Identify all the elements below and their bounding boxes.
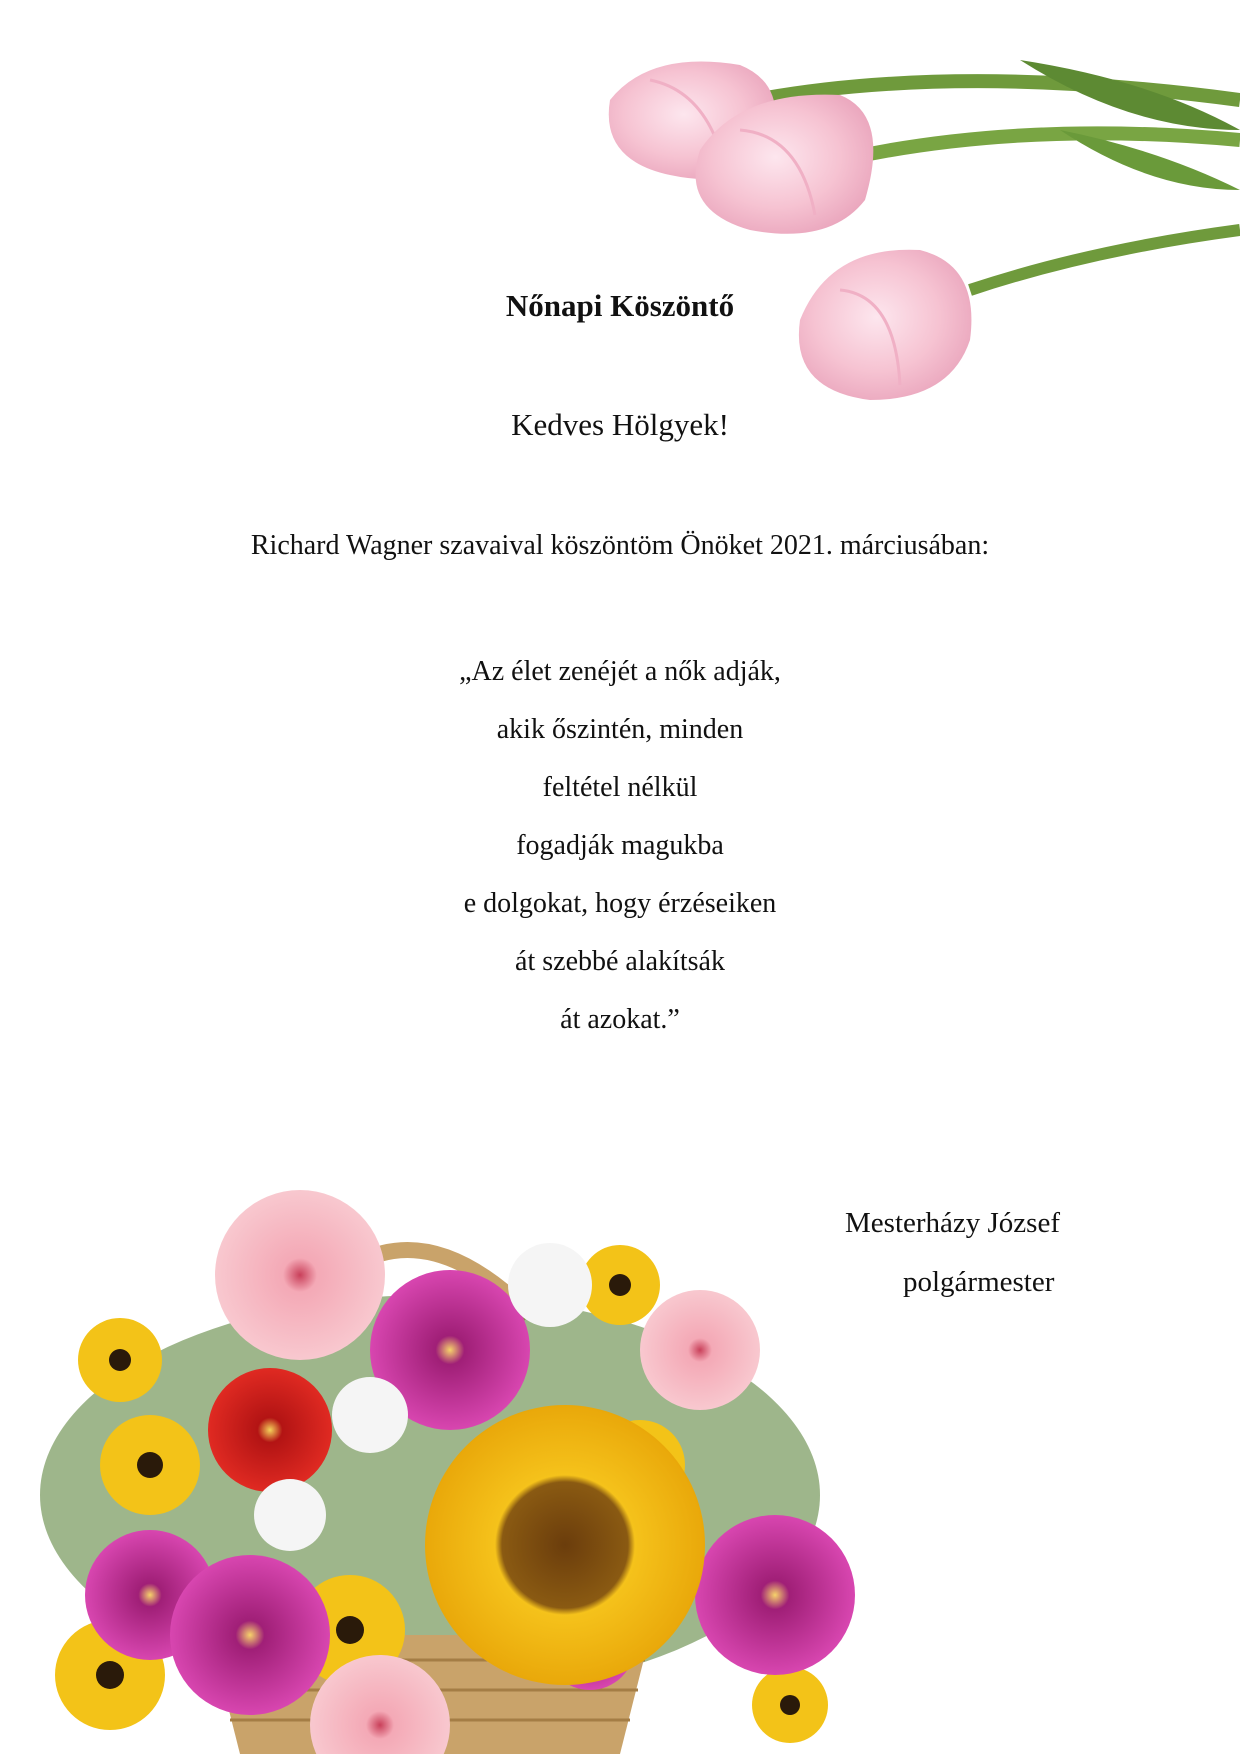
quote-line: át azokat.” [560, 1004, 680, 1035]
quote-line: feltétel nélkül [542, 772, 698, 803]
quote-line: „Az élet zenéjét a nők adják, [459, 656, 781, 687]
signature-name: Mesterházy József [845, 1207, 1060, 1239]
wagner-quote [0, 643, 1240, 1049]
greeting-line: Kedves Hölgyek! [511, 407, 729, 442]
quote-line: akik őszintén, minden [496, 714, 744, 745]
pink-tulips-image [590, 40, 1240, 460]
flower-basket-image [0, 1165, 860, 1754]
quote-line: át szebbé alakítsák [515, 946, 725, 977]
quote-line: fogadják magukba [516, 830, 724, 861]
quote-line: e dolgokat, hogy érzéseiken [463, 888, 777, 919]
card-title: Nőnapi Köszöntő [505, 288, 735, 323]
intro-line: Richard Wagner szavaival köszöntöm Önöket 2021. márciusában: [250, 530, 990, 561]
signature-role: polgármester [903, 1266, 1055, 1298]
